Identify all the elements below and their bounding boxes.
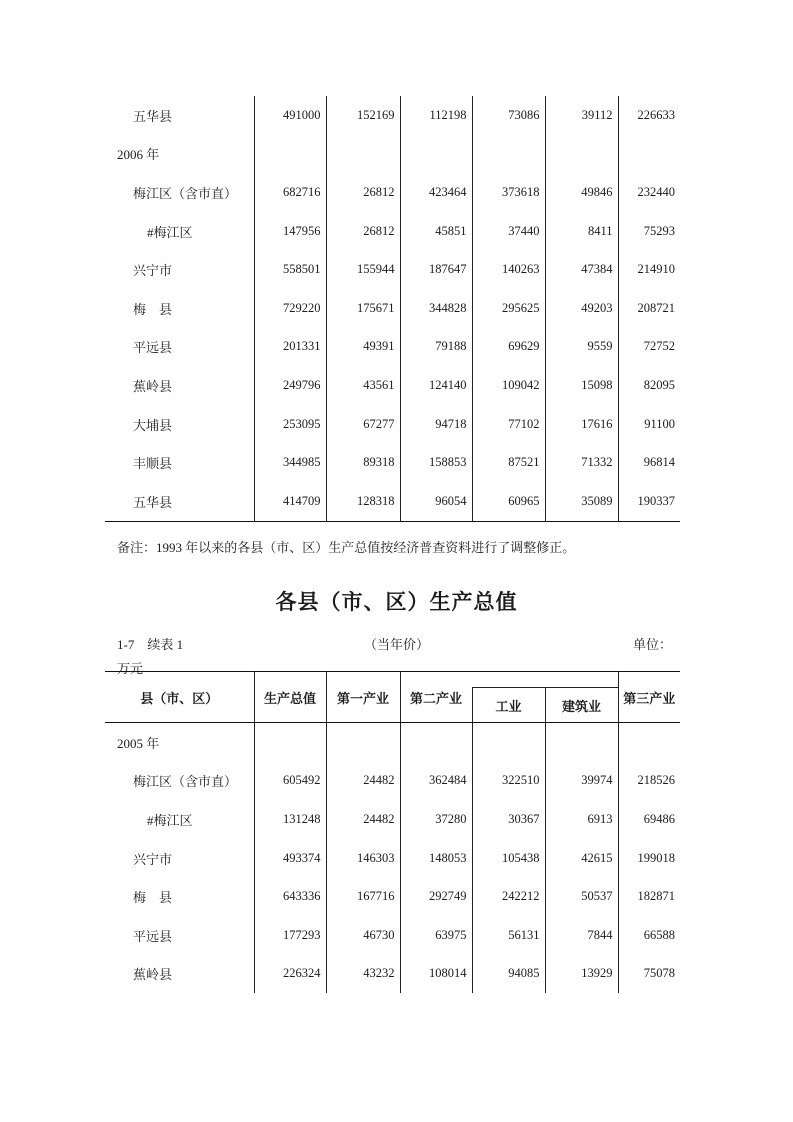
cell-value: 373618 bbox=[472, 173, 545, 212]
cell-value: 491000 bbox=[254, 96, 326, 135]
cell-value: 140263 bbox=[472, 250, 545, 289]
cell-value: 42615 bbox=[545, 839, 618, 878]
cell-value: 79188 bbox=[400, 328, 472, 367]
cell-value: 39112 bbox=[545, 96, 618, 135]
cell-value: 37440 bbox=[472, 212, 545, 251]
cell-value: 292749 bbox=[400, 877, 472, 916]
table-row bbox=[105, 723, 680, 762]
cell-value bbox=[254, 723, 326, 762]
cell-value: 49391 bbox=[326, 328, 400, 367]
cell-value: 72752 bbox=[643, 339, 675, 354]
table-row bbox=[105, 289, 680, 328]
table-header bbox=[105, 672, 680, 723]
row-label: 梅江区（含市直） bbox=[105, 173, 254, 212]
cell-value: 187647 bbox=[400, 250, 472, 289]
row-label: 五华县 bbox=[105, 96, 254, 135]
cell-value: 295625 bbox=[472, 289, 545, 328]
cell-value: 46730 bbox=[326, 916, 400, 955]
table-row bbox=[105, 916, 680, 955]
header-construction: 建筑业 bbox=[545, 688, 618, 723]
cell-value: 253095 bbox=[254, 405, 326, 444]
cell-value: 47384 bbox=[545, 250, 618, 289]
cell-value: 6913 bbox=[545, 800, 618, 839]
cell-value bbox=[400, 723, 472, 762]
row-label: 梅江区（含市直） bbox=[105, 762, 254, 801]
cell-value: 56131 bbox=[472, 916, 545, 955]
cell-value: 124140 bbox=[400, 366, 472, 405]
cell-value: 226324 bbox=[254, 955, 326, 994]
header-gdp: 生产总值 bbox=[254, 672, 326, 723]
cell-value bbox=[400, 135, 472, 174]
cell-value bbox=[545, 135, 618, 174]
cell-value: 643336 bbox=[254, 877, 326, 916]
cell-value: 558501 bbox=[254, 250, 326, 289]
cell-value: 182871 bbox=[637, 889, 675, 904]
cell-value bbox=[254, 135, 326, 174]
table-row bbox=[105, 250, 680, 289]
cell-value: 175671 bbox=[326, 289, 400, 328]
row-label: 平远县 bbox=[105, 916, 254, 955]
row-label: 丰顺县 bbox=[105, 443, 254, 482]
cell-value: 69629 bbox=[472, 328, 545, 367]
gdp-table-continued bbox=[105, 96, 680, 522]
cell-value: 729220 bbox=[254, 289, 326, 328]
table-row bbox=[105, 877, 680, 916]
cell-value: 158853 bbox=[400, 443, 472, 482]
cell-value: 199018 bbox=[637, 850, 675, 865]
cell-value bbox=[326, 723, 400, 762]
cell-value: 201331 bbox=[254, 328, 326, 367]
row-label: 兴宁市 bbox=[105, 250, 254, 289]
cell-value bbox=[472, 135, 545, 174]
table-row bbox=[105, 762, 680, 801]
table-row bbox=[105, 839, 680, 878]
row-label: 梅 县 bbox=[105, 877, 254, 916]
cell-value: 108014 bbox=[400, 955, 472, 994]
table-row bbox=[105, 800, 680, 839]
row-label: #梅江区 bbox=[105, 800, 254, 839]
cell-value: 37280 bbox=[400, 800, 472, 839]
cell-value: 43561 bbox=[326, 366, 400, 405]
cell-value: 423464 bbox=[400, 173, 472, 212]
cell-value: 24482 bbox=[326, 800, 400, 839]
cell-value: 77102 bbox=[472, 405, 545, 444]
cell-value: 214910 bbox=[637, 262, 675, 277]
cell-value bbox=[618, 723, 680, 762]
cell-value: 43232 bbox=[326, 955, 400, 994]
cell-value: 26812 bbox=[326, 212, 400, 251]
header-primary: 第一产业 bbox=[326, 672, 400, 723]
row-label: #梅江区 bbox=[105, 212, 254, 251]
cell-value: 39974 bbox=[545, 762, 618, 801]
cell-value: 112198 bbox=[400, 96, 472, 135]
cell-value: 75078 bbox=[643, 966, 675, 981]
table-row bbox=[105, 212, 680, 251]
table-row bbox=[105, 366, 680, 405]
header-secondary-sub-spacer bbox=[472, 672, 618, 688]
cell-value: 66588 bbox=[643, 927, 675, 942]
gdp-table-2005 bbox=[105, 671, 680, 993]
cell-value: 344828 bbox=[400, 289, 472, 328]
cell-value: 109042 bbox=[472, 366, 545, 405]
cell-value: 7844 bbox=[545, 916, 618, 955]
cell-value: 17616 bbox=[545, 405, 618, 444]
cell-value: 26812 bbox=[326, 173, 400, 212]
row-label: 平远县 bbox=[105, 328, 254, 367]
cell-value: 91100 bbox=[644, 416, 675, 431]
header-industry: 工业 bbox=[472, 688, 545, 723]
cell-value: 167716 bbox=[326, 877, 400, 916]
table-row bbox=[105, 955, 680, 994]
cell-value: 362484 bbox=[400, 762, 472, 801]
cell-value: 322510 bbox=[472, 762, 545, 801]
cell-value: 96814 bbox=[643, 455, 675, 470]
cell-value: 105438 bbox=[472, 839, 545, 878]
cell-value: 682716 bbox=[254, 173, 326, 212]
header-region: 县（市、区） bbox=[105, 672, 254, 723]
section-title: 各县（市、区）生产总值 bbox=[275, 591, 518, 614]
cell-value: 249796 bbox=[254, 366, 326, 405]
cell-value: 226633 bbox=[637, 107, 675, 122]
cell-value: 218526 bbox=[637, 773, 675, 788]
cell-value bbox=[618, 135, 680, 174]
cell-value: 414709 bbox=[254, 482, 326, 521]
cell-value: 9559 bbox=[545, 328, 618, 367]
unit-label: 单位： bbox=[632, 637, 672, 652]
cell-value bbox=[545, 723, 618, 762]
cell-value: 63975 bbox=[400, 916, 472, 955]
row-label: 梅 县 bbox=[105, 289, 254, 328]
row-label: 2006 年 bbox=[105, 135, 254, 174]
row-label: 兴宁市 bbox=[105, 839, 254, 878]
cell-value: 208721 bbox=[637, 300, 675, 315]
table-row bbox=[105, 135, 680, 174]
cell-value: 493374 bbox=[254, 839, 326, 878]
cell-value: 344985 bbox=[254, 443, 326, 482]
cell-value: 190337 bbox=[637, 493, 675, 508]
cell-value bbox=[472, 723, 545, 762]
table-row bbox=[105, 443, 680, 482]
cell-value: 35089 bbox=[545, 482, 618, 521]
cell-value: 96054 bbox=[400, 482, 472, 521]
header-secondary: 第二产业 bbox=[400, 672, 472, 723]
cell-value: 89318 bbox=[326, 443, 400, 482]
cell-value: 87521 bbox=[472, 443, 545, 482]
cell-value: 8411 bbox=[545, 212, 618, 251]
price-basis-label: （当年价） bbox=[363, 637, 429, 652]
table-row bbox=[105, 96, 680, 135]
table-footnote: 备注：1993 年以来的各县（市、区）生产总值按经济普查资料进行了调整修正。 bbox=[117, 540, 576, 555]
header-tertiary: 第三产业 bbox=[618, 672, 680, 723]
cell-value: 60965 bbox=[472, 482, 545, 521]
table-row bbox=[105, 482, 680, 521]
cell-value: 45851 bbox=[400, 212, 472, 251]
cell-value: 71332 bbox=[545, 443, 618, 482]
row-label: 蕉岭县 bbox=[105, 366, 254, 405]
cell-value: 128318 bbox=[326, 482, 400, 521]
cell-value: 73086 bbox=[472, 96, 545, 135]
cell-value: 15098 bbox=[545, 366, 618, 405]
cell-value: 232440 bbox=[637, 184, 675, 199]
cell-value: 49203 bbox=[545, 289, 618, 328]
table-row bbox=[105, 405, 680, 444]
cell-value: 94718 bbox=[400, 405, 472, 444]
unit-value: 万元 bbox=[117, 661, 144, 676]
cell-value: 30367 bbox=[472, 800, 545, 839]
table-row bbox=[105, 173, 680, 212]
cell-value: 82095 bbox=[643, 377, 675, 392]
row-label: 大埔县 bbox=[105, 405, 254, 444]
cell-value: 605492 bbox=[254, 762, 326, 801]
cell-value: 75293 bbox=[643, 223, 675, 238]
row-label: 蕉岭县 bbox=[105, 955, 254, 994]
cell-value: 13929 bbox=[545, 955, 618, 994]
cell-value: 147956 bbox=[254, 212, 326, 251]
cell-value: 131248 bbox=[254, 800, 326, 839]
cell-value: 50537 bbox=[545, 877, 618, 916]
cell-value: 49846 bbox=[545, 173, 618, 212]
cell-value: 24482 bbox=[326, 762, 400, 801]
cell-value bbox=[326, 135, 400, 174]
cell-value: 148053 bbox=[400, 839, 472, 878]
table-row bbox=[105, 328, 680, 367]
cell-value: 177293 bbox=[254, 916, 326, 955]
cell-value: 69486 bbox=[643, 811, 675, 826]
table-number: 1-7 续表 1 bbox=[117, 637, 184, 652]
row-label: 五华县 bbox=[105, 482, 254, 521]
cell-value: 146303 bbox=[326, 839, 400, 878]
row-label: 2005 年 bbox=[105, 723, 254, 762]
cell-value: 242212 bbox=[472, 877, 545, 916]
cell-value: 94085 bbox=[472, 955, 545, 994]
cell-value: 67277 bbox=[326, 405, 400, 444]
cell-value: 155944 bbox=[326, 250, 400, 289]
cell-value: 152169 bbox=[326, 96, 400, 135]
